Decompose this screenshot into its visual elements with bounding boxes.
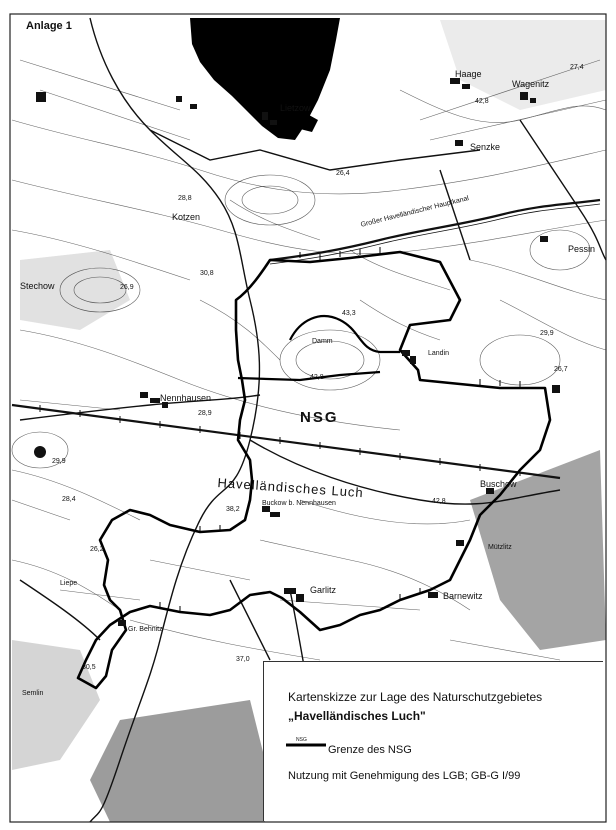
elevation-label: 30,8	[200, 270, 214, 277]
place-label-buschow: Buschow	[480, 479, 517, 489]
place-label-liepe: Liepe	[60, 580, 78, 587]
elevation-label: 43,3	[342, 310, 356, 317]
place-label-haage: Haage	[455, 69, 482, 79]
canal-label: Großer Havelländischer Hauptkanal	[360, 195, 470, 229]
area-name-label: Havelländisches Luch	[217, 475, 365, 501]
protected-area-label: NSG	[300, 409, 339, 426]
legend-title-line2: „Havelländisches Luch"	[288, 709, 426, 723]
elevation-label: 37,0	[236, 656, 250, 663]
place-label-semlin: Semlin	[22, 690, 44, 697]
page-label: Anlage 1	[26, 20, 72, 32]
elevation-label: 28,4	[62, 496, 76, 503]
legend-usage-note: Nutzung mit Genehmigung des LGB; GB-G I/99	[288, 770, 521, 782]
boundary-symbol-text: NSG	[296, 737, 307, 743]
place-label-pessin: Pessin	[568, 244, 596, 254]
legend-title-line1: Kartenskizze zur Lage des Naturschutzgebietes	[288, 690, 543, 704]
place-label-mutzlitz: Mützlitz	[488, 544, 512, 551]
boundary-line-symbol	[286, 736, 326, 750]
place-label-kotzen: Kotzen	[172, 212, 201, 222]
place-label-buckow: Buckow b. Nennhausen	[262, 500, 336, 507]
elevation-label: 38,2	[226, 506, 240, 513]
elevation-label: 26,9	[120, 284, 134, 291]
elevation-label: 28,8	[178, 195, 192, 202]
place-label-damm: Damm	[312, 338, 333, 345]
place-label-barnewitz: Barnewitz	[443, 591, 483, 601]
elevation-label: 30,5	[82, 664, 96, 671]
place-label-gr-behnitz: Gr. Behnitz	[128, 626, 163, 633]
elevation-label: 27,4	[570, 64, 584, 71]
elevation-label: 26,4	[336, 170, 350, 177]
elevation-label: 29,9	[52, 458, 66, 465]
elevation-label: 42,8	[475, 98, 489, 105]
elevation-label: 26,7	[554, 366, 568, 373]
place-label-lietzow: Lietzow	[280, 103, 311, 113]
place-label-senzke: Senzke	[470, 142, 501, 152]
elevation-label: 42,8	[310, 374, 324, 381]
map-legend	[263, 661, 603, 821]
place-label-wagenitz: Wagenitz	[512, 79, 550, 89]
elevation-label: 28,9	[198, 410, 212, 417]
place-label-landin: Landin	[428, 350, 450, 357]
place-label-stechow: Stechow	[20, 281, 55, 291]
elevation-label: 29,9	[540, 330, 554, 337]
legend-boundary-label: Grenze des NSG	[328, 744, 412, 756]
elevation-label: 42,8	[432, 498, 446, 505]
place-label-nennhausen: Nennhausen	[160, 393, 212, 403]
place-label-garlitz: Garlitz	[310, 585, 337, 595]
elevation-label: 26,2	[90, 546, 104, 553]
